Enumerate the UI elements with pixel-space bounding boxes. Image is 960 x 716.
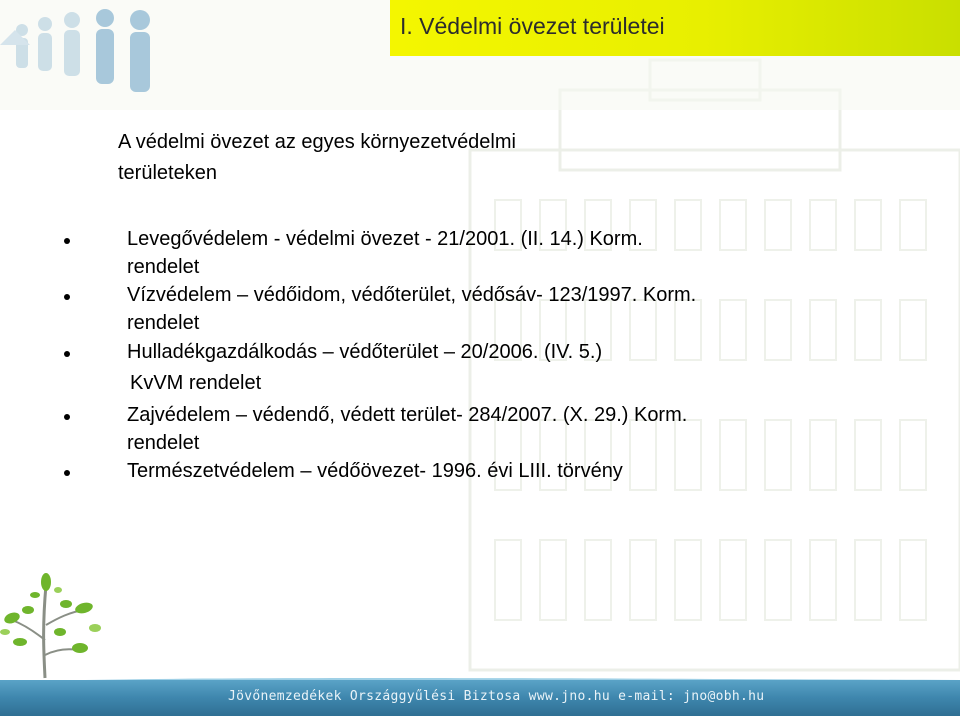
bullet-icon — [64, 294, 70, 300]
list-item-text: Hulladékgazdálkodás – védőterület – 20/2006. (IV. 5.) — [127, 341, 603, 363]
list-item-text: Vízvédelem – védőidom, védőterület, védősáv- 123/1997. Korm. — [127, 284, 697, 306]
bullet-icon — [64, 351, 70, 357]
list-item-text: KvVM rendelet — [130, 372, 262, 394]
intro-line-2: területeken — [118, 162, 217, 184]
list-item — [127, 401, 687, 457]
list-item — [127, 457, 623, 485]
list-item-text: rendelet — [127, 256, 200, 278]
list-item-text: Levegővédelem - védelmi övezet - 21/2001. (II. 14.) Korm. — [127, 228, 643, 250]
list-item-text: rendelet — [127, 312, 200, 334]
bullet-icon — [64, 470, 70, 476]
list-item-text: rendelet — [127, 432, 200, 454]
bullet-icon — [64, 238, 70, 244]
list-item — [127, 281, 696, 337]
list-item-continuation — [130, 369, 261, 397]
bullet-icon — [64, 414, 70, 420]
list-item — [127, 338, 602, 366]
intro-text — [118, 127, 516, 189]
list-item-text: Természetvédelem – védőövezet- 1996. évi LIII. törvény — [127, 460, 623, 482]
list-item-text: Zajvédelem – védendő, védett terület- 284/2007. (X. 29.) Korm. — [127, 404, 688, 426]
list-item — [127, 225, 643, 281]
people-logo-icon — [0, 0, 200, 100]
footer-text: Jövőnemzedékek Országgyűlési Biztosa www.jno.hu e-mail: jno@obh.hu — [228, 689, 765, 704]
slide-title: I. Védelmi övezet területei — [400, 13, 665, 39]
intro-line-1: A védelmi övezet az egyes környezetvédelmi — [118, 131, 516, 153]
